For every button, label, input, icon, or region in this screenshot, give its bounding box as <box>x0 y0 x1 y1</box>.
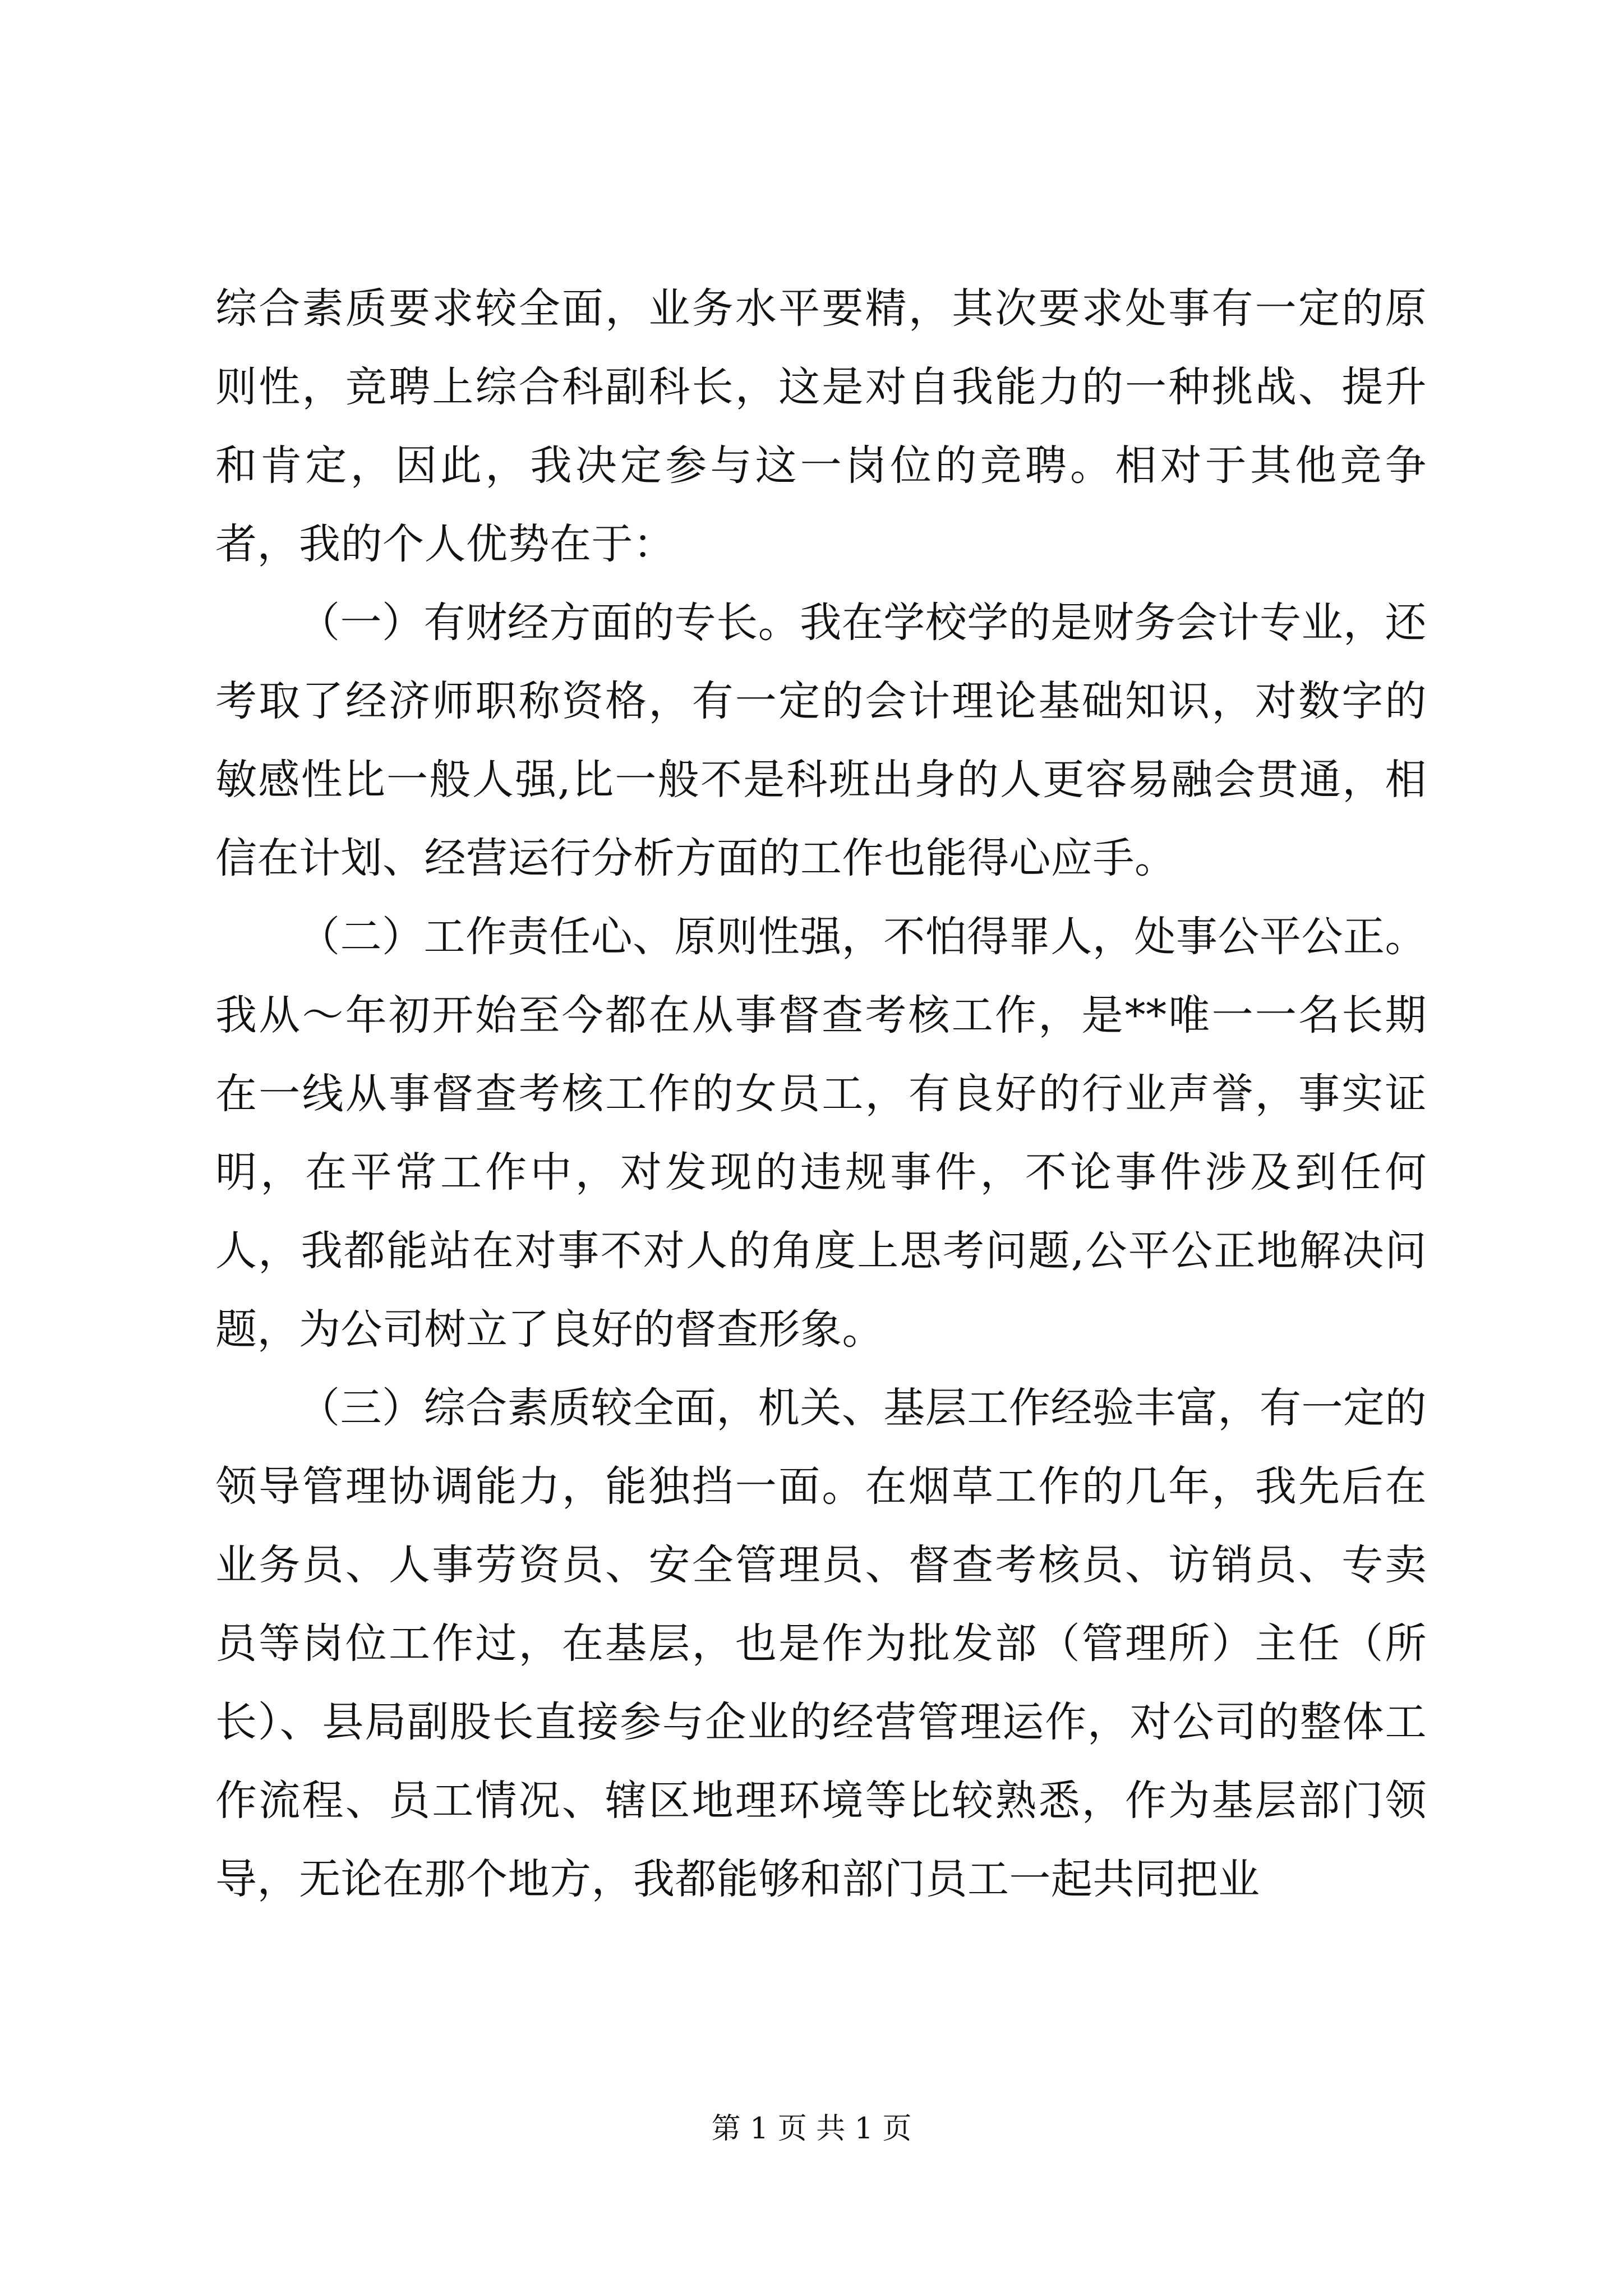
paragraph-4: （三）综合素质较全面，机关、基层工作经验丰富，有一定的领导管理协调能力，能独挡一面。在烟草工作的几年，我先后在业务员、人事劳资员、安全管理员、督查考核员、访销员、专卖员等岗位工作过，在基层，也是作为批发部（管理所）主任（所长）、县局副股长直接参与企业的经营管理运作，对公司的整体工作流程、员工情况、辖区地理环境等比较熟悉，作为基层部门领导，无论在那个地方，我都能够和部门员工一起共同把业 <box>215 1384 1427 1903</box>
paragraph-2: （一）有财经方面的专长。我在学校学的是财务会计专业，还考取了经济师职称资格，有一定的会计理论基础知识，对数字的敏感性比一般人强,比一般不是科班出身的人更容易融会贯通，相信在计划、经营运行分析方面的工作也能得心应手。 <box>215 599 1427 882</box>
document-body <box>215 269 1427 1918</box>
paragraph-3: （二）工作责任心、原则性强，不怕得罪人，处事公平公正。我从～年初开始至今都在从事督查考核工作，是**唯一一名长期在一线从事督查考核工作的女员工，有良好的行业声誉，事实证明，在平常工作中，对发现的违规事件，不论事件涉及到任何人，我都能站在对事不对人的角度上思考问题,公平公正地解决问题，为公司树立了良好的督查形象。 <box>215 913 1427 1354</box>
page-footer: 第 1 页 共 1 页 <box>711 2112 912 2146</box>
paragraph-1: 综合素质要求较全面，业务水平要精，其次要求处事有一定的原则性，竞聘上综合科副科长，这是对自我能力的一种挑战、提升和肯定，因此，我决定参与这一岗位的竞聘。相对于其他竞争者，我的个人优势在于： <box>215 284 1427 568</box>
